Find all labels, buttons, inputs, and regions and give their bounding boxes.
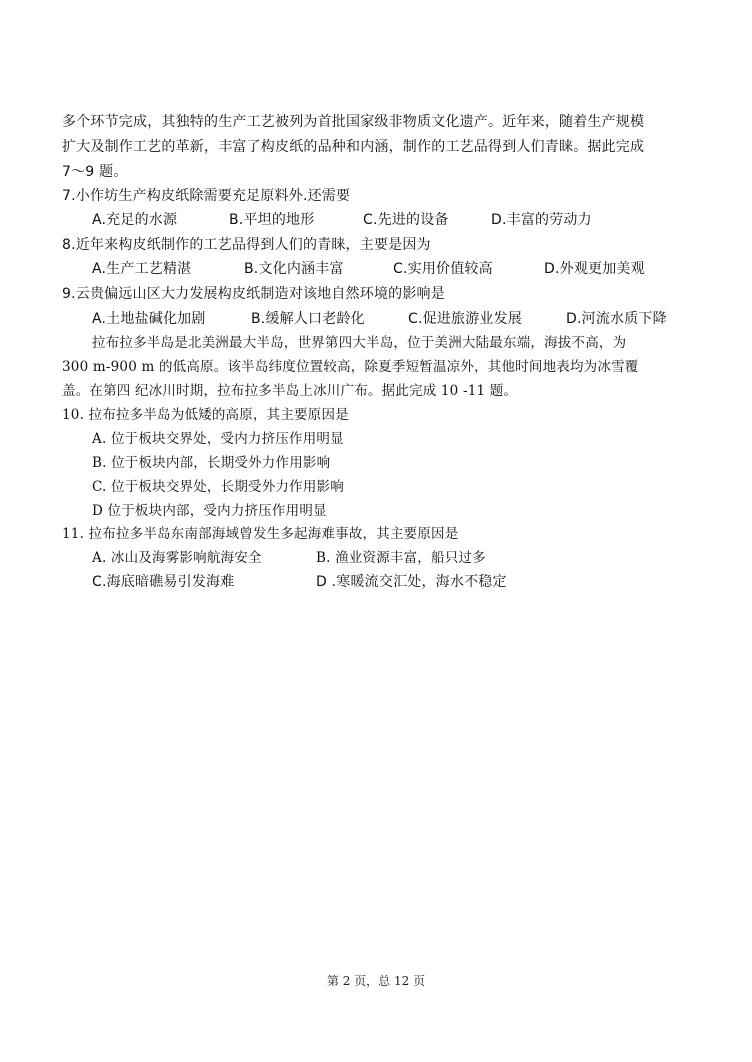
q9-option-d: D.河流水质下降 xyxy=(566,311,667,327)
page-footer: 第 2 页，总 12 页 xyxy=(326,974,426,988)
q8-option-a: A.生产工艺精湛 xyxy=(92,261,192,277)
q10-option-d: D 位于板块内部，受内力挤压作用明显 xyxy=(92,503,327,519)
q10-option-c: C. 位于板块交界处，长期受外力作用影响 xyxy=(92,479,344,495)
q10-option-a: A. 位于板块交界处，受内力挤压作用明显 xyxy=(92,431,344,447)
q9-option-c: C.促进旅游业发展 xyxy=(408,311,523,327)
q11-options-row2 xyxy=(92,570,724,594)
q7-option-c: C.先进的设备 xyxy=(363,212,449,228)
q8-options xyxy=(92,257,724,281)
q8-option-c: C.实用价值较高 xyxy=(393,261,493,277)
q11-stem: 11. 拉布拉多半岛东南部海域曾发生多起海难事故，其主要原因是 xyxy=(62,526,459,542)
q11-options-row1 xyxy=(92,546,724,570)
q11-option-c: C.海底暗礁易引发海难 xyxy=(92,574,235,590)
q7-option-d: D.丰富的劳动力 xyxy=(491,212,592,228)
passage1-line3: 7～9 题。 xyxy=(62,164,128,180)
q11-option-d: D .寒暖流交汇处，海水不稳定 xyxy=(316,574,507,590)
q9-option-a: A.土地盐碱化加剧 xyxy=(92,311,206,327)
passage2-line3: 盖。在第四 纪冰川时期，拉布拉多半岛上冰川广布。据此完成 10 -11 题。 xyxy=(62,383,518,399)
passage1-line2: 扩大及制作工艺的革新，丰富了构皮纸的品种和内涵，制作的工艺品得到人们青睐。据此完成 xyxy=(62,139,645,155)
q9-stem: 9.云贵偏远山区大力发展构皮纸制造对该地自然环境的影响是 xyxy=(62,286,445,302)
q10-stem: 10. 拉布拉多半岛为低矮的高原，其主要原因是 xyxy=(62,407,349,423)
q9-options xyxy=(92,307,724,331)
q8-stem: 8.近年来构皮纸制作的工艺品得到人们的青睐，主要是因为 xyxy=(62,237,431,253)
q8-option-d: D.外观更加美观 xyxy=(544,261,645,277)
q8-option-b: B.文化内涵丰富 xyxy=(244,261,344,277)
q10-option-b: B. 位于板块内部，长期受外力作用影响 xyxy=(92,455,331,471)
q11-option-a: A. 冰山及海雾影响航海安全 xyxy=(92,550,262,566)
q7-option-a: A.充足的水源 xyxy=(92,212,178,228)
passage1-line1: 多个环节完成，其独特的生产工艺被列为首批国家级非物质文化遗产。近年来，随着生产规模 xyxy=(62,114,645,130)
passage2-line1: 拉布拉多半岛是北美洲最大半岛，世界第四大半岛，位于美洲大陆最东端，海拔不高，为 xyxy=(92,335,627,351)
q9-option-b: B.缓解人口老龄化 xyxy=(251,311,365,327)
q7-option-b: B.平坦的地形 xyxy=(229,212,315,228)
q7-stem: 7.小作坊生产构皮纸除需要充足原料外.还需要 xyxy=(62,188,351,204)
q11-option-b: B. 渔业资源丰富，船只过多 xyxy=(316,550,486,566)
q7-options xyxy=(92,208,724,232)
passage2-line2: 300 m-900 m 的低高原。该半岛纬度位置较高，除夏季短暂温凉外，其他时间地表均为冰雪覆 xyxy=(62,359,639,375)
